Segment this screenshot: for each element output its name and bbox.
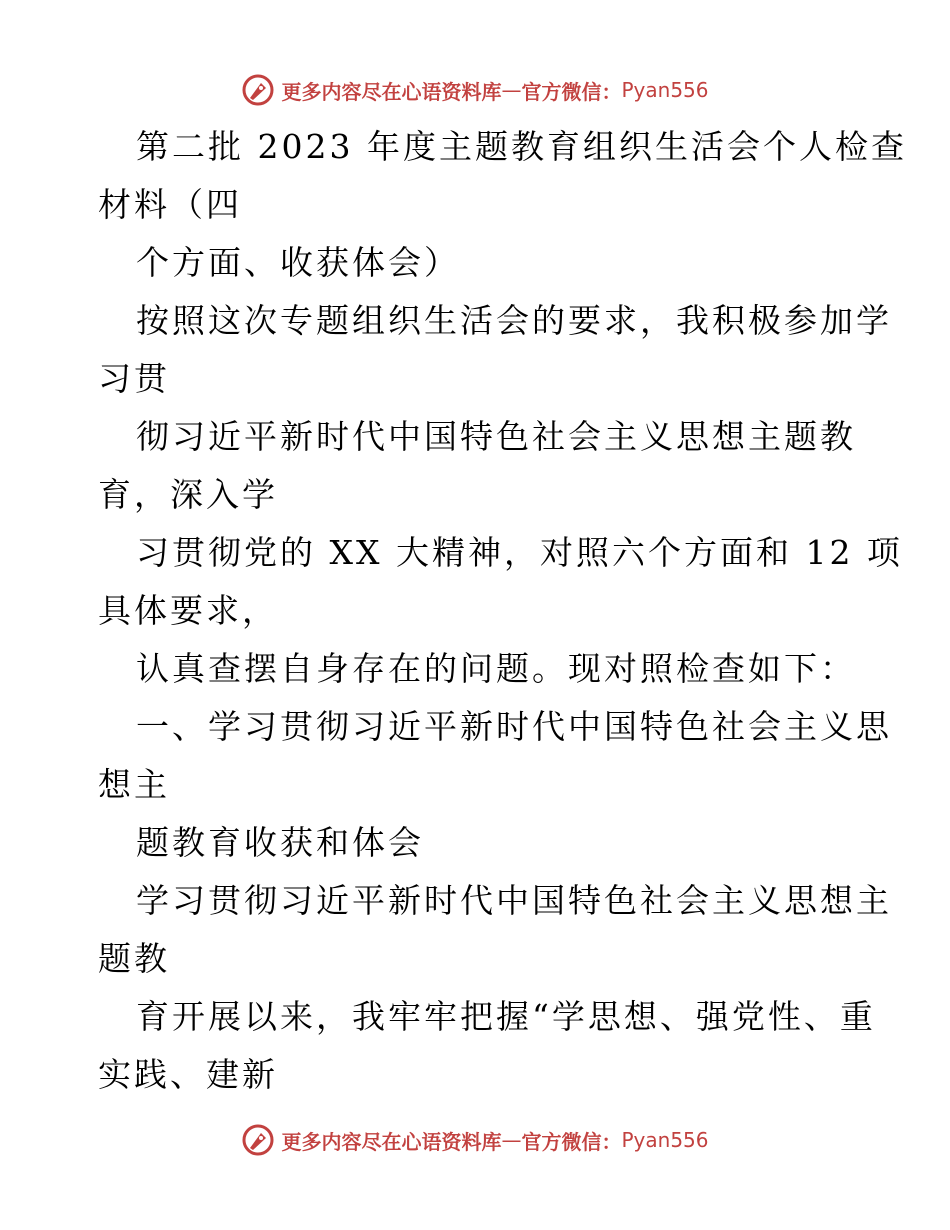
pen-nib-logo-icon [241, 1123, 275, 1157]
watermark-suffix-text: 官方微信： [521, 1129, 622, 1154]
document-line: 认真查摆自身存在的问题。现对照检查如下： [136, 649, 856, 688]
document-line: 习贯 [98, 359, 170, 398]
document-body [98, 118, 907, 1104]
document-line: 想主 [98, 765, 170, 804]
document-line: 第二批 2023 年度主题教育组织生活会个人检查 [136, 127, 907, 166]
document-line: 彻习近平新时代中国特色社会主义思想主题教 [136, 417, 856, 456]
document-line: 一、学习贯彻习近平新时代中国特色社会主义思 [136, 707, 892, 746]
pen-nib-logo-icon [241, 73, 275, 107]
document-line: 学习贯彻习近平新时代中国特色社会主义思想主 [136, 881, 892, 920]
document-line: 实践、建新 [98, 1055, 278, 1094]
watermark-separator: — [501, 78, 522, 102]
watermark-wechat-id: Pyan556 [621, 1128, 709, 1152]
watermark-footer [0, 1120, 950, 1160]
watermark-wechat-id: Pyan556 [621, 78, 709, 102]
document-line: 题教 [98, 939, 170, 978]
document-line: 习贯彻党的 XX 大精神，对照六个方面和 12 项 [136, 533, 903, 572]
document-line: 材料（四 [98, 185, 242, 224]
watermark-main-text: 更多内容尽在心语资料库 [281, 79, 502, 104]
document-line: 个方面、收获体会） [136, 243, 460, 282]
document-line: 按照这次专题组织生活会的要求，我积极参加学 [136, 301, 892, 340]
watermark-header [0, 70, 950, 110]
document-line: 具体要求， [98, 591, 278, 630]
document-line: 育开展以来，我牢牢把握“学思想、强党性、重 [136, 997, 876, 1036]
document-line: 题教育收获和体会 [136, 823, 424, 862]
watermark-main-text: 更多内容尽在心语资料库 [281, 1129, 502, 1154]
watermark-suffix-text: 官方微信： [521, 79, 622, 104]
watermark-separator: — [501, 1128, 522, 1152]
document-line: 育，深入学 [98, 475, 278, 514]
